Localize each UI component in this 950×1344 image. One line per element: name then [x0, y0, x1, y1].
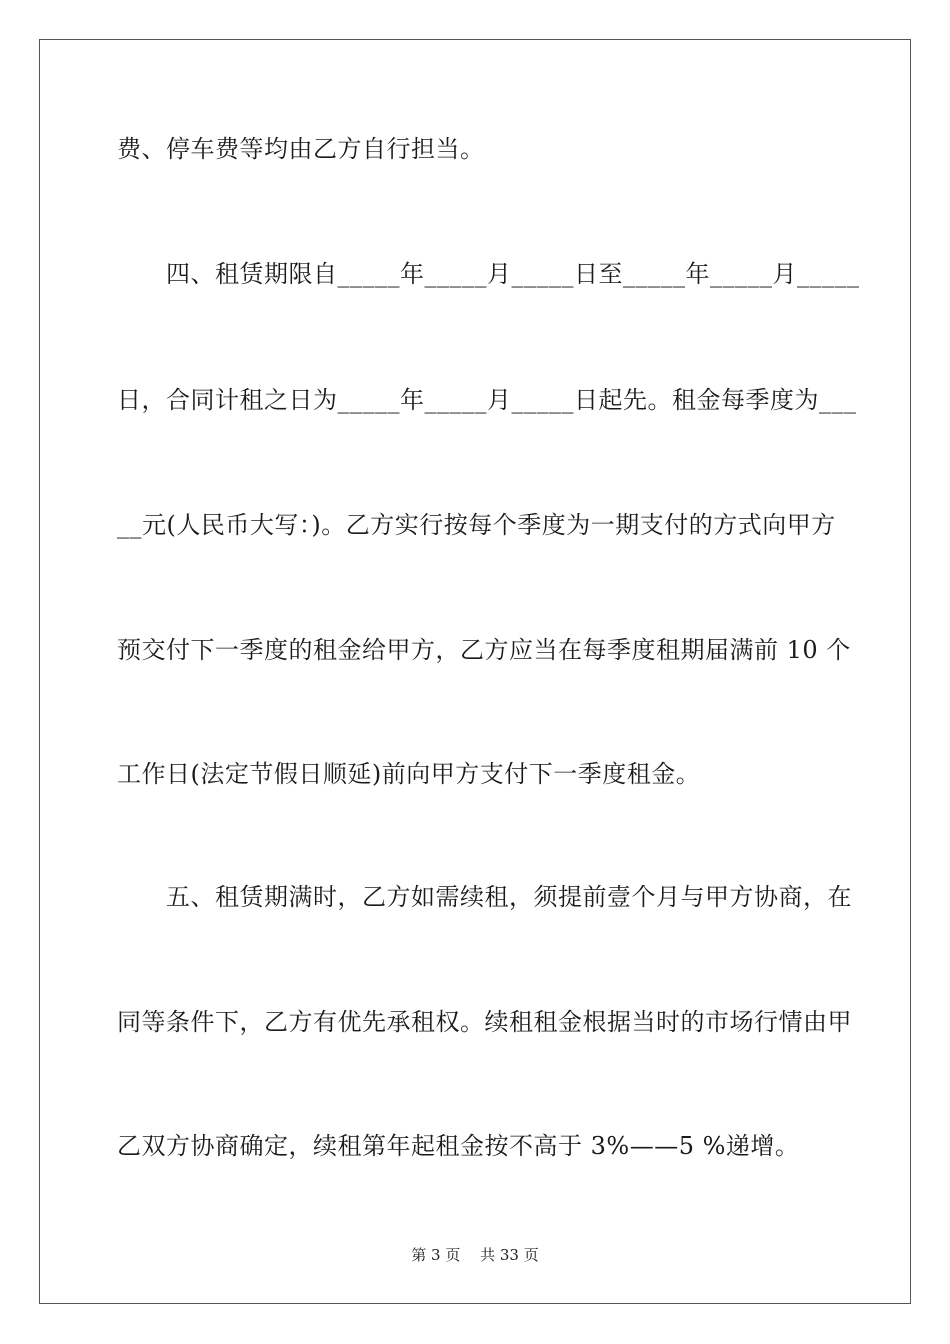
paragraph-line-1: 费、停车费等均由乙方自行担当。: [117, 135, 485, 163]
page-frame: [39, 39, 911, 1304]
paragraph-line-4: __元(人民币大写：)。乙方实行按每个季度为一期支付的方式向甲方: [117, 511, 836, 539]
page-number-footer: 第 3 页 共 33 页: [411, 1246, 539, 1264]
paragraph-line-3: 日，合同计租之日为_____年_____月_____日起先。租金每季度为___: [117, 386, 857, 414]
paragraph-line-8: 同等条件下，乙方有优先承租权。续租租金根据当时的市场行情由甲: [117, 1008, 852, 1036]
paragraph-line-5: 预交付下一季度的租金给甲方，乙方应当在每季度租期届满前 10 个: [117, 636, 851, 664]
paragraph-line-9: 乙双方协商确定，续租第年起租金按不高于 3%——5 %递增。: [117, 1132, 800, 1160]
paragraph-line-2: 四、租赁期限自_____年_____月_____日至_____年_____月_____: [117, 260, 860, 288]
paragraph-line-6: 工作日(法定节假日顺延)前向甲方支付下一季度租金。: [117, 760, 701, 788]
paragraph-line-7: 五、租赁期满时，乙方如需续租，须提前壹个月与甲方协商，在: [117, 883, 852, 911]
